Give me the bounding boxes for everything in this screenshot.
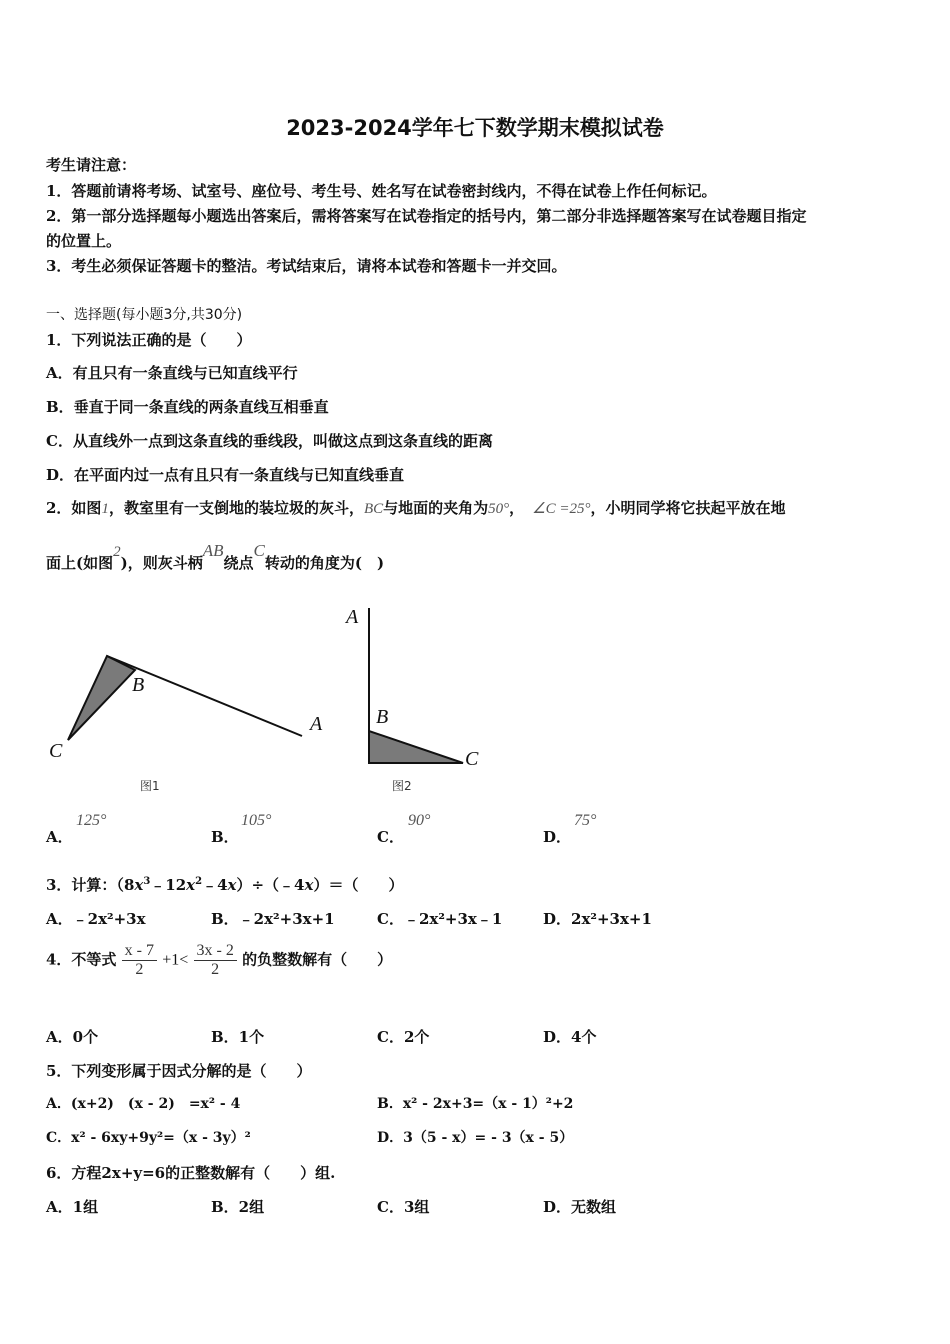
q2-c: C bbox=[253, 541, 265, 560]
q4-tail: 的负整数解有（ ） bbox=[242, 950, 393, 969]
q3-option-a: A．﹣2x²+3x bbox=[46, 910, 146, 928]
q2-option-b-value: 105° bbox=[241, 812, 272, 829]
q3-option-b: B．﹣2x²+3x+1 bbox=[211, 910, 335, 928]
q2-option-c-letter: C． bbox=[377, 828, 404, 846]
q2-text-2: ，教室里有一支倒地的装垃圾的灰斗， bbox=[108, 499, 364, 517]
q4-middle: +1< bbox=[162, 951, 189, 969]
figure-1 bbox=[40, 640, 340, 800]
q1-option-a: A．有且只有一条直线与已知直线平行 bbox=[46, 364, 298, 382]
q1-option-d: D．在平面内过一点有且只有一条直线与已知直线垂直 bbox=[46, 466, 405, 484]
q2-text-3: 与地面的夹角为 bbox=[383, 499, 489, 517]
q5-option-a: A．(x+2) (x - 2) =x² - 4 bbox=[46, 1096, 241, 1112]
figure-1-label-c: C bbox=[49, 740, 63, 762]
q2-option-a-letter: A． bbox=[46, 828, 73, 846]
q2-text-6: 面上(如图 bbox=[46, 554, 114, 572]
q2-fig1-ref: 1 bbox=[101, 501, 109, 517]
q3-var: x bbox=[304, 876, 314, 894]
q4-fraction-right bbox=[194, 942, 237, 979]
q6-option-d: D．无数组 bbox=[543, 1198, 617, 1216]
q4-option-c: C．2个 bbox=[377, 1028, 430, 1046]
figure-2-label-b: B bbox=[376, 706, 389, 728]
q4-stem bbox=[46, 942, 392, 979]
q2-text-5: ，小明同学将它扶起平放在地 bbox=[590, 499, 786, 517]
q4-frac2-num: 3x - 2 bbox=[194, 942, 237, 961]
figure-2-dustpan bbox=[369, 731, 463, 763]
q2-text-1: 2．如图 bbox=[46, 499, 102, 517]
q2-text-8: 绕点 bbox=[223, 554, 254, 572]
q2-option-d-letter: D． bbox=[543, 828, 572, 846]
q4-option-d: D．4个 bbox=[543, 1028, 597, 1046]
figure-2-label-a: A bbox=[346, 606, 359, 628]
q2-text-9: 转动的角度为( ) bbox=[264, 554, 385, 572]
q4-option-a: A．0个 bbox=[46, 1028, 99, 1046]
figure-2-label-c: C bbox=[465, 748, 479, 770]
q3-stem bbox=[46, 874, 403, 895]
q6-option-c: C．3组 bbox=[377, 1198, 430, 1216]
q2-option-c-value: 90° bbox=[408, 812, 431, 829]
q3-var: x bbox=[227, 876, 237, 894]
q2-fig2-ref: 2 bbox=[113, 544, 121, 560]
page-title: 2023-2024学年七下数学期末模拟试卷 bbox=[286, 116, 664, 140]
figure-2-caption: 图2 bbox=[392, 779, 412, 793]
q5-option-b: B．x² - 2x+3=（x - 1）²+2 bbox=[377, 1096, 574, 1112]
q5-option-c: C．x² - 6xy+9y²=（x - 3y）² bbox=[46, 1130, 251, 1146]
q2-ab: AB bbox=[202, 541, 224, 560]
q2-angle-c: ∠C =25° bbox=[532, 501, 591, 517]
q4-option-b: B．1个 bbox=[211, 1028, 265, 1046]
notice-heading: 考生请注意： bbox=[46, 156, 137, 174]
figure-1-label-a: A bbox=[310, 713, 323, 735]
q1-option-b: B．垂直于同一条直线的两条直线互相垂直 bbox=[46, 398, 329, 416]
notice-item-2-cont: 的位置上。 bbox=[46, 232, 122, 250]
notice-item-2: 2．第一部分选择题每小题选出答案后，需将答案写在试卷指定的括号内，第二部分非选择题答案写在试卷题目指定 bbox=[46, 207, 807, 225]
q3-stem-part: 3．计算：（8 bbox=[46, 876, 135, 894]
figure-2 bbox=[360, 600, 490, 770]
q5-option-d: D．3（5 - x）= - 3（x - 5） bbox=[377, 1130, 574, 1146]
q3-stem-part: ﹣12 bbox=[150, 876, 187, 894]
q2-bc: BC bbox=[363, 501, 384, 517]
notice-item-1: 1．答题前请将考场、试室号、座位号、考生号、姓名写在试卷密封线内，不得在试卷上作任何标记。 bbox=[46, 182, 717, 200]
q4-frac1-den: 2 bbox=[135, 961, 144, 978]
q6-stem: 6．方程2x+y=6的正整数解有（ ）组. bbox=[46, 1164, 336, 1182]
q5-stem: 5．下列变形属于因式分解的是（ ） bbox=[46, 1062, 312, 1080]
q3-stem-part: ﹣4 bbox=[202, 876, 228, 894]
q1-option-c: C．从直线外一点到这条直线的垂线段，叫做这点到这条直线的距离 bbox=[46, 432, 493, 450]
q4-lead: 4．不等式 bbox=[46, 950, 117, 969]
q4-frac1-num: x - 7 bbox=[122, 942, 157, 961]
q3-stem-part: ）＝（ ） bbox=[313, 876, 404, 894]
q3-exp: 2 bbox=[195, 876, 203, 887]
notice-item-3: 3．考生必须保证答题卡的整洁。考试结束后，请将本试卷和答题卡一并交回。 bbox=[46, 257, 567, 275]
q6-option-a: A．1组 bbox=[46, 1198, 99, 1216]
q1-stem: 1．下列说法正确的是（ ） bbox=[46, 331, 252, 349]
q2-stem-line2 bbox=[46, 541, 385, 573]
q3-exp: 3 bbox=[143, 876, 151, 887]
q2-option-a-value: 125° bbox=[76, 812, 107, 829]
q3-var: x bbox=[134, 876, 144, 894]
q4-fraction-left bbox=[122, 942, 157, 979]
q2-angle-50: 50° bbox=[488, 501, 510, 517]
q2-option-b-letter: B． bbox=[211, 828, 239, 846]
q6-option-b: B．2组 bbox=[211, 1198, 265, 1216]
q3-option-d: D．2x²+3x+1 bbox=[543, 910, 652, 928]
figure-1-caption: 图1 bbox=[140, 779, 160, 793]
q2-text-4: ， bbox=[509, 499, 525, 517]
q2-text-7: )，则灰斗柄 bbox=[120, 554, 203, 572]
section-heading: 一、选择题(每小题3分,共30分) bbox=[46, 307, 243, 323]
q4-frac2-den: 2 bbox=[211, 961, 220, 978]
q3-option-c: C．﹣2x²+3x﹣1 bbox=[377, 910, 503, 928]
q2-stem-line1 bbox=[46, 497, 786, 518]
q3-stem-part: ）÷（﹣4 bbox=[236, 876, 305, 894]
figure-1-dustpan bbox=[68, 656, 135, 740]
q2-option-d-value: 75° bbox=[574, 812, 597, 829]
q3-var: x bbox=[186, 876, 196, 894]
figure-1-label-b: B bbox=[132, 674, 145, 696]
